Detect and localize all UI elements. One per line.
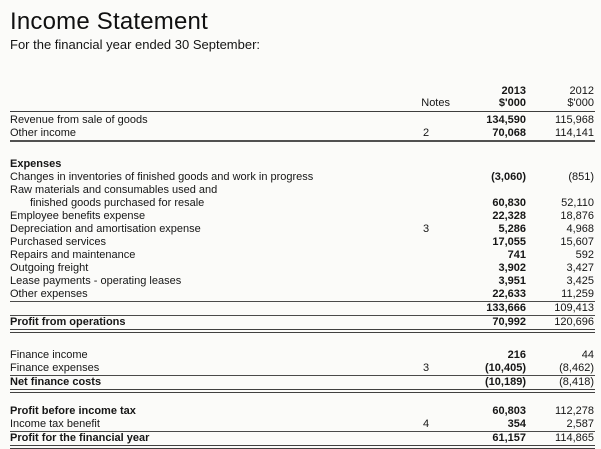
table-row <box>10 171 595 184</box>
row-note-ref: 4 <box>422 418 430 430</box>
table-header-units <box>10 97 595 112</box>
table-row <box>10 275 595 288</box>
row-value-2012: 52,110 <box>561 197 594 209</box>
header-unit-2013: $'000 <box>498 97 526 109</box>
row-label: Finance expenses <box>10 362 100 374</box>
table-row <box>10 432 595 449</box>
row-value-2012: 592 <box>575 249 594 261</box>
row-value-2013: (3,060) <box>491 171 526 183</box>
header-unit-2012: $'000 <box>567 97 594 109</box>
table-row <box>10 184 595 197</box>
header-year-2012: 2012 <box>569 85 594 97</box>
table-spacer <box>10 142 595 158</box>
row-value-2013: 60,803 <box>492 405 526 417</box>
table-row <box>10 210 595 223</box>
row-label: Profit for the financial year <box>10 432 150 444</box>
row-value-2013: 216 <box>507 349 526 361</box>
row-label: finished goods purchased for resale <box>30 197 205 209</box>
row-value-2012: 120,696 <box>554 316 594 328</box>
table-row <box>10 236 595 249</box>
row-note-ref: 2 <box>422 127 430 139</box>
table-row <box>10 302 595 316</box>
table-row <box>10 114 595 127</box>
row-value-2012: (8,462) <box>559 362 594 374</box>
row-value-2013: 70,992 <box>492 316 526 328</box>
row-label: Purchased services <box>10 236 106 248</box>
row-value-2013: 134,590 <box>486 114 526 126</box>
table-row <box>10 288 595 302</box>
table-header-years <box>10 85 595 97</box>
row-value-2013: (10,189) <box>485 376 526 388</box>
row-value-2013: 17,055 <box>492 236 526 248</box>
table-row <box>10 197 595 210</box>
row-value-2013: 354 <box>507 418 526 430</box>
table-row <box>10 362 595 376</box>
row-value-2012: 4,968 <box>566 223 594 235</box>
income-statement-table <box>10 85 595 449</box>
row-label: Raw materials and consumables used and <box>10 184 218 196</box>
row-value-2013: 22,633 <box>492 288 526 300</box>
table-spacer <box>10 333 595 349</box>
row-label: Profit before income tax <box>10 405 136 417</box>
row-value-2013: 3,902 <box>498 262 526 274</box>
page-subtitle: For the financial year ended 30 September: <box>10 37 261 52</box>
table-row <box>10 127 595 142</box>
row-value-2013: 133,666 <box>486 302 526 314</box>
row-value-2012: 2,587 <box>566 418 594 430</box>
table-row <box>10 316 595 333</box>
table-row <box>10 223 595 236</box>
header-year-2013: 2013 <box>501 85 526 97</box>
table-row <box>10 262 595 275</box>
row-label: Outgoing freight <box>10 262 89 274</box>
row-value-2013: 3,951 <box>498 275 526 287</box>
row-label: Other expenses <box>10 288 88 300</box>
row-value-2012: 114,141 <box>555 127 594 139</box>
row-value-2012: 3,427 <box>566 262 594 274</box>
row-value-2013: (10,405) <box>485 362 526 374</box>
row-value-2012: 18,876 <box>560 210 594 222</box>
header-notes-label: Notes <box>421 97 450 109</box>
row-label: Profit from operations <box>10 316 126 328</box>
row-value-2013: 70,068 <box>492 127 526 139</box>
table-row <box>10 376 595 393</box>
row-label: Lease payments - operating leases <box>10 275 182 287</box>
row-value-2013: 60,830 <box>492 197 526 209</box>
row-value-2013: 22,328 <box>492 210 526 222</box>
table-spacer <box>10 393 595 405</box>
row-value-2012: 3,425 <box>566 275 594 287</box>
row-label: Other income <box>10 127 77 139</box>
row-value-2012: (851) <box>568 171 594 183</box>
row-value-2012: 112,278 <box>555 405 594 417</box>
row-value-2012: 115,968 <box>555 114 594 126</box>
row-label: Employee benefits expense <box>10 210 146 222</box>
row-label: Income tax benefit <box>10 418 100 430</box>
table-row <box>10 249 595 262</box>
row-value-2013: 741 <box>507 249 526 261</box>
page-title: Income Statement <box>10 8 208 35</box>
row-label: Net finance costs <box>10 376 102 388</box>
row-value-2012: 11,259 <box>561 288 594 300</box>
row-value-2013: 61,157 <box>492 432 526 444</box>
row-value-2012: 15,607 <box>560 236 594 248</box>
row-note-ref: 3 <box>422 223 430 235</box>
row-label: Finance income <box>10 349 88 361</box>
row-value-2012: 109,413 <box>554 302 594 314</box>
row-value-2012: 44 <box>581 349 594 361</box>
row-value-2012: 114,865 <box>555 432 594 444</box>
table-row <box>10 405 595 418</box>
row-value-2013: 5,286 <box>498 223 526 235</box>
row-label: Depreciation and amortisation expense <box>10 223 201 235</box>
row-value-2012: (8,418) <box>559 376 594 388</box>
row-label: Repairs and maintenance <box>10 249 136 261</box>
table-row <box>10 158 595 171</box>
row-label: Expenses <box>10 158 62 170</box>
table-body <box>10 114 595 449</box>
row-note-ref: 3 <box>422 362 430 374</box>
row-label: Changes in inventories of finished goods and work in progress <box>10 171 314 183</box>
table-row <box>10 418 595 432</box>
row-label: Revenue from sale of goods <box>10 114 148 126</box>
table-row <box>10 349 595 362</box>
